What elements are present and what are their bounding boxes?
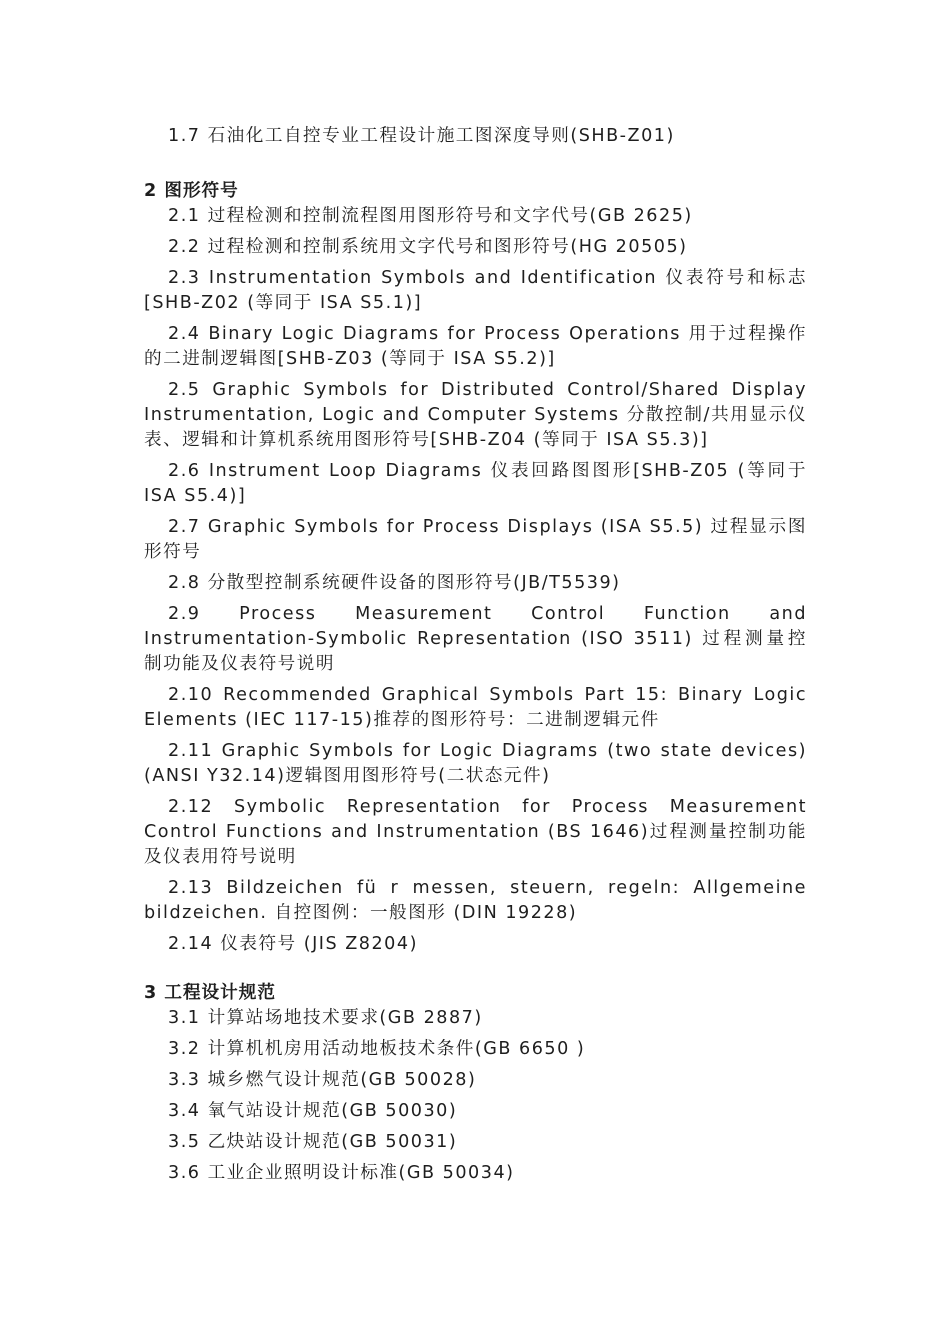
- list-item: 2.9 Process Measurement Control Function and Instrumentation-Symbolic Representation (ISO 3511) 过程测量控制功能及仪表符号说明: [144, 604, 807, 674]
- list-item: 2.5 Graphic Symbols for Distributed Control/Shared Display Instrumentation, Logic and Computer Systems 分散控制/共用显示仪表、逻辑和计算机系统用图形符号[SHB-Z04 (等同于 ISA S5.3)]: [144, 380, 807, 450]
- list-item: 3.4 氧气站设计规范(GB 50030): [168, 1101, 458, 1121]
- list-item: 3.5 乙炔站设计规范(GB 50031): [168, 1132, 458, 1152]
- list-item: 2.6 Instrument Loop Diagrams 仪表回路图图形[SHB-Z05 (等同于 ISA S5.4)]: [144, 461, 807, 506]
- list-item: 2.10 Recommended Graphical Symbols Part 15: Binary Logic Elements (IEC 117-15)推荐的图形符号：二进制逻辑元件: [144, 685, 807, 730]
- list-item: 2.14 仪表符号 (JIS Z8204): [168, 934, 418, 954]
- list-item: 3.1 计算站场地技术要求(GB 2887): [168, 1008, 483, 1028]
- list-item: 2.1 过程检测和控制流程图用图形符号和文字代号(GB 2625): [168, 206, 693, 226]
- list-item: 2.11 Graphic Symbols for Logic Diagrams (two state devices) (ANSI Y32.14)逻辑图用图形符号(二状态元件): [144, 741, 807, 786]
- list-item: 3.6 工业企业照明设计标准(GB 50034): [168, 1163, 515, 1183]
- section-heading-graphic-symbols: 2 图形符号: [144, 181, 239, 201]
- section-heading-engineering-design-codes: 3 工程设计规范: [144, 983, 276, 1003]
- list-item: 2.7 Graphic Symbols for Process Displays (ISA S5.5) 过程显示图形符号: [144, 517, 807, 562]
- list-item: 2.3 Instrumentation Symbols and Identification 仪表符号和标志[SHB-Z02 (等同于 ISA S5.1)]: [144, 268, 807, 313]
- list-item: 2.2 过程检测和控制系统用文字代号和图形符号(HG 20505): [168, 237, 688, 257]
- list-item: 3.3 城乡燃气设计规范(GB 50028): [168, 1070, 477, 1090]
- document-page: [144, 124, 807, 1192]
- list-item: 2.8 分散型控制系统硬件设备的图形符号(JB/T5539): [168, 573, 621, 593]
- section-3-list: [144, 1006, 807, 1186]
- section-2-list: [144, 204, 807, 957]
- list-item: 2.13 Bildzeichen fü r messen, steuern, regeln: Allgemeine bildzeichen. 自控图例：一般图形 (DIN 19228): [144, 878, 807, 923]
- list-item: 1.7 石油化工自控专业工程设计施工图深度导则(SHB-Z01): [168, 126, 675, 146]
- list-item: 2.12 Symbolic Representation for Process Measurement Control Functions and Instrumentation (BS 1646)过程测量控制功能及仪表用符号说明: [144, 797, 807, 867]
- list-item: 2.4 Binary Logic Diagrams for Process Operations 用于过程操作的二进制逻辑图[SHB-Z03 (等同于 ISA S5.2)]: [144, 324, 807, 369]
- list-item: 3.2 计算机机房用活动地板技术条件(GB 6650 ): [168, 1039, 586, 1059]
